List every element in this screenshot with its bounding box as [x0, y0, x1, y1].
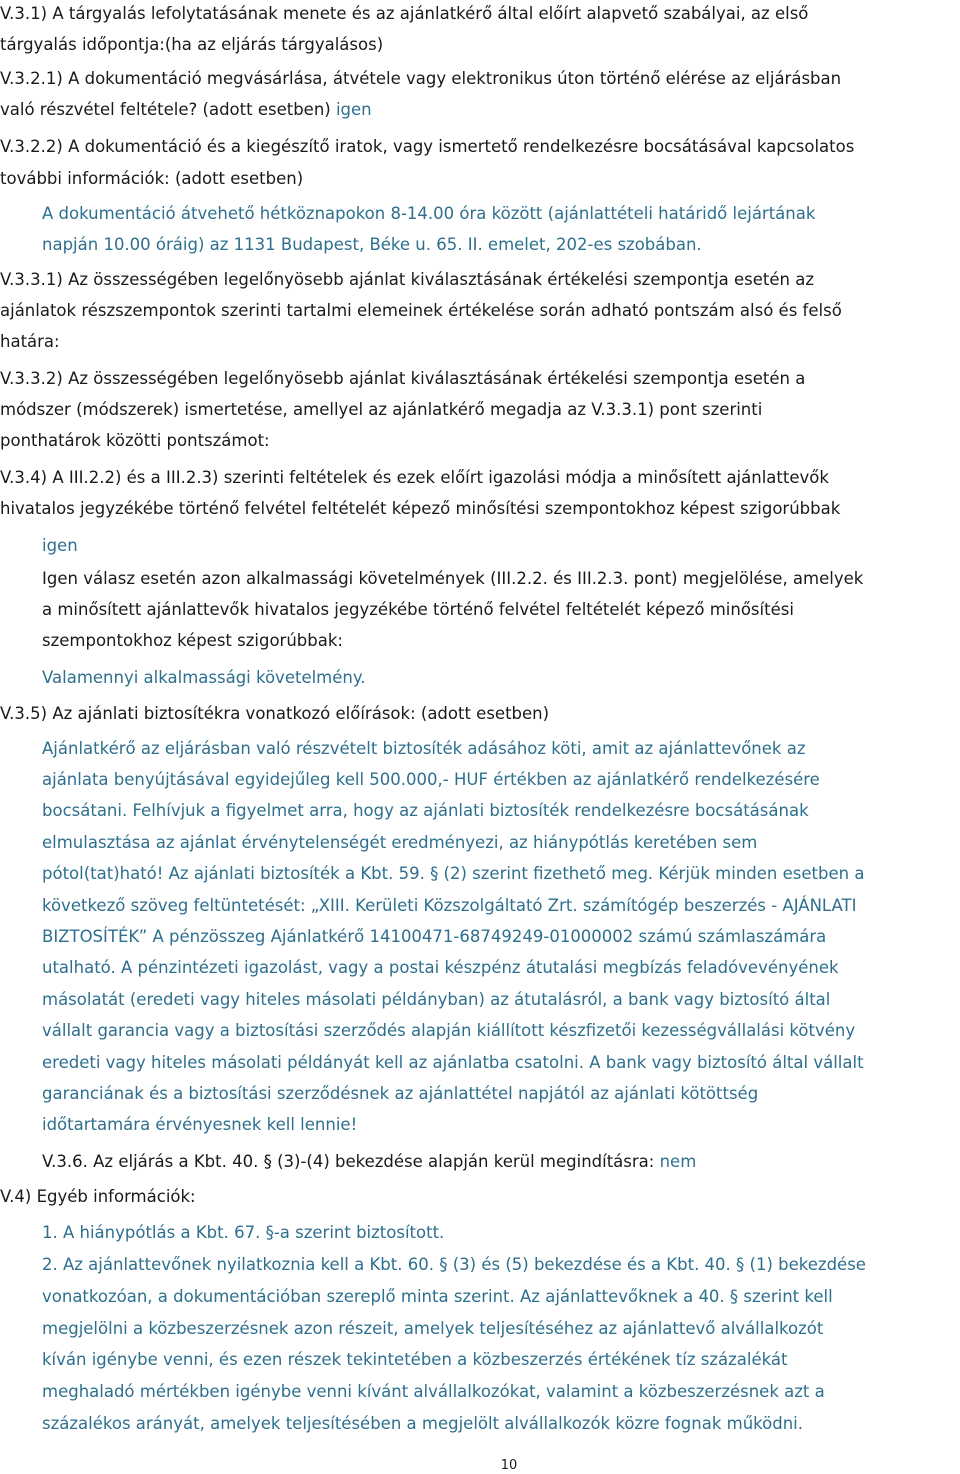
text-line: további információk: (adott esetben) — [0, 169, 304, 188]
text-line: tárgyalás időpontja:(ha az eljárás tárgyalásos) — [0, 35, 384, 54]
text-line: határa: — [0, 332, 60, 351]
text-line: pótol(tat)ható! Az ajánlati biztosíték a Kbt. 59. § (2) szerint fizethető meg. Kérjük minden esetben a — [42, 864, 865, 883]
text-line: Ajánlatkérő az eljárásban való részvételt biztosíték adásához köti, amit az ajánlattevőnek az — [42, 739, 806, 758]
text-line: V.3.3.2) Az összességében legelőnyösebb ajánlat kiválasztásának értékelési szempontja esetén a — [0, 369, 806, 388]
text-line: BIZTOSÍTÉK” A pénzösszeg Ajánlatkérő 14100471-68749249-01000002 számú számlaszámára — [42, 927, 827, 946]
text-line: V.3.3.1) Az összességében legelőnyösebb ajánlat kiválasztásának értékelési szempontja esetén az — [0, 270, 815, 289]
text-line: 1. A hiánypótlás a Kbt. 67. §-a szerint biztosított. — [42, 1223, 445, 1242]
text-line: módszer (módszerek) ismertetése, amellyel az ajánlatkérő megadja az V.3.3.1) pont szerinti — [0, 400, 763, 419]
text-line: Igen válasz esetén azon alkalmassági követelmények (III.2.2. és III.2.3. pont) megjelölése, amelyek — [42, 569, 864, 588]
text-line: bocsátani. Felhívjuk a figyelmet arra, hogy az ajánlati biztosíték rendelkezésre bocsátásának — [42, 801, 809, 820]
text-line: eredeti vagy hiteles másolati példányát kell az ajánlatba csatolni. A bank vagy biztosító által vállalt — [42, 1053, 864, 1072]
text-line: megjelölni a közbeszerzésnek azon részeit, amelyek teljesítéséhez az ajánlattevő alvállalkozót — [42, 1319, 824, 1338]
text-line: Valamennyi alkalmassági követelmény. — [42, 668, 366, 687]
text-line — [0, 99, 372, 121]
text-line: garanciának és a biztosítási szerződésnek az ajánlattétel napjától az ajánlati kötöttség — [42, 1084, 759, 1103]
text-line: 2. Az ajánlattevőnek nyilatkoznia kell a Kbt. 60. § (3) és (5) bekezdése és a Kbt. 40. § (1) bekezdése — [42, 1255, 866, 1274]
text-line: A dokumentáció átvehető hétköznapokon 8-14.00 óra között (ajánlattételi határidő lejártának — [42, 204, 816, 223]
text-line: ajánlatok részszempontok szerinti tartalmi elemeinek értékelése során adható pontszám alsó és felső — [0, 301, 842, 320]
text-segment: igen — [335, 100, 372, 119]
text-line: másolatát (eredeti vagy hiteles másolati példányban) az átutalásról, a bank vagy biztosító által — [42, 990, 831, 1009]
text-line: ajánlata benyújtásával egyidejűleg kell 500.000,- HUF értékben az ajánlatkérő rendelkezésére — [42, 770, 820, 789]
text-line: kíván igénybe venni, és ezen részek tekintetében a közbeszerzés értékének tíz százalékát — [42, 1350, 788, 1369]
text-line: szempontokhoz képest szigorúbbak: — [42, 631, 343, 650]
text-line: elmulasztása az ajánlat érvénytelenségét eredményezi, az hiánypótlás keretében sem — [42, 833, 758, 852]
text-segment: V.3.6. Az eljárás a Kbt. 40. § (3)-(4) bekezdése alapján kerül megindításra: — [42, 1152, 660, 1171]
text-line: V.4) Egyéb információk: — [0, 1187, 196, 1206]
text-line: meghaladó mértékben igénybe venni kívánt alvállalkozókat, valamint a közbeszerzésnek azt a — [42, 1382, 825, 1401]
text-segment: való részvétel feltétele? (adott esetben) — [0, 100, 336, 119]
text-line: a minősített ajánlattevők hivatalos jegyzékébe történő felvétel feltételét képező minősítési — [42, 600, 794, 619]
text-line: időtartamára érvényesnek kell lennie! — [42, 1115, 358, 1134]
text-line: napján 10.00 óráig) az 1131 Budapest, Béke u. 65. II. emelet, 202-es szobában. — [42, 235, 702, 254]
text-line: V.3.2.2) A dokumentáció és a kiegészítő iratok, vagy ismertető rendelkezésre bocsátásával kapcsolatos — [0, 137, 855, 156]
text-line: hivatalos jegyzékébe történő felvétel feltételét képező minősítési szempontokhoz képest szigorúbbak — [0, 499, 841, 518]
text-line: igen — [42, 536, 78, 555]
text-line: V.3.2.1) A dokumentáció megvásárlása, átvétele vagy elektronikus úton történő elérése az eljárásban — [0, 69, 842, 88]
text-line: V.3.5) Az ajánlati biztosítékra vonatkozó előírások: (adott esetben) — [0, 704, 550, 723]
text-line: ponthatárok közötti pontszámot: — [0, 431, 270, 450]
text-line: V.3.1) A tárgyalás lefolytatásának menete és az ajánlatkérő által előírt alapvető szabályai, az első — [0, 4, 809, 23]
text-line — [42, 1151, 696, 1173]
text-line: vállalt garancia vagy a biztosítási szerződés alapján kiállított készfizetői kezességvállalási kötvény — [42, 1021, 856, 1040]
text-line: következő szöveg feltüntetését: „XIII. Kerületi Közszolgáltató Zrt. számítógép beszerzés - AJÁNLATI — [42, 896, 857, 915]
page-number: 10 — [500, 1458, 518, 1473]
text-line: utalható. A pénzintézeti igazolást, vagy a postai készpénz átutalási megbízás feladóvevényének — [42, 958, 839, 977]
text-line: V.3.4) A III.2.2) és a III.2.3) szerinti feltételek és ezek előírt igazolási módja a minősített ajánlattevők — [0, 468, 829, 487]
text-segment: nem — [659, 1152, 697, 1171]
text-line: százalékos arányát, amelyek teljesítésében a megjelölt alvállalkozók közre fognak működni. — [42, 1414, 803, 1433]
text-line: vonatkozóan, a dokumentációban szereplő minta szerint. Az ajánlattevőknek a 40. § szerint kell — [42, 1287, 833, 1306]
